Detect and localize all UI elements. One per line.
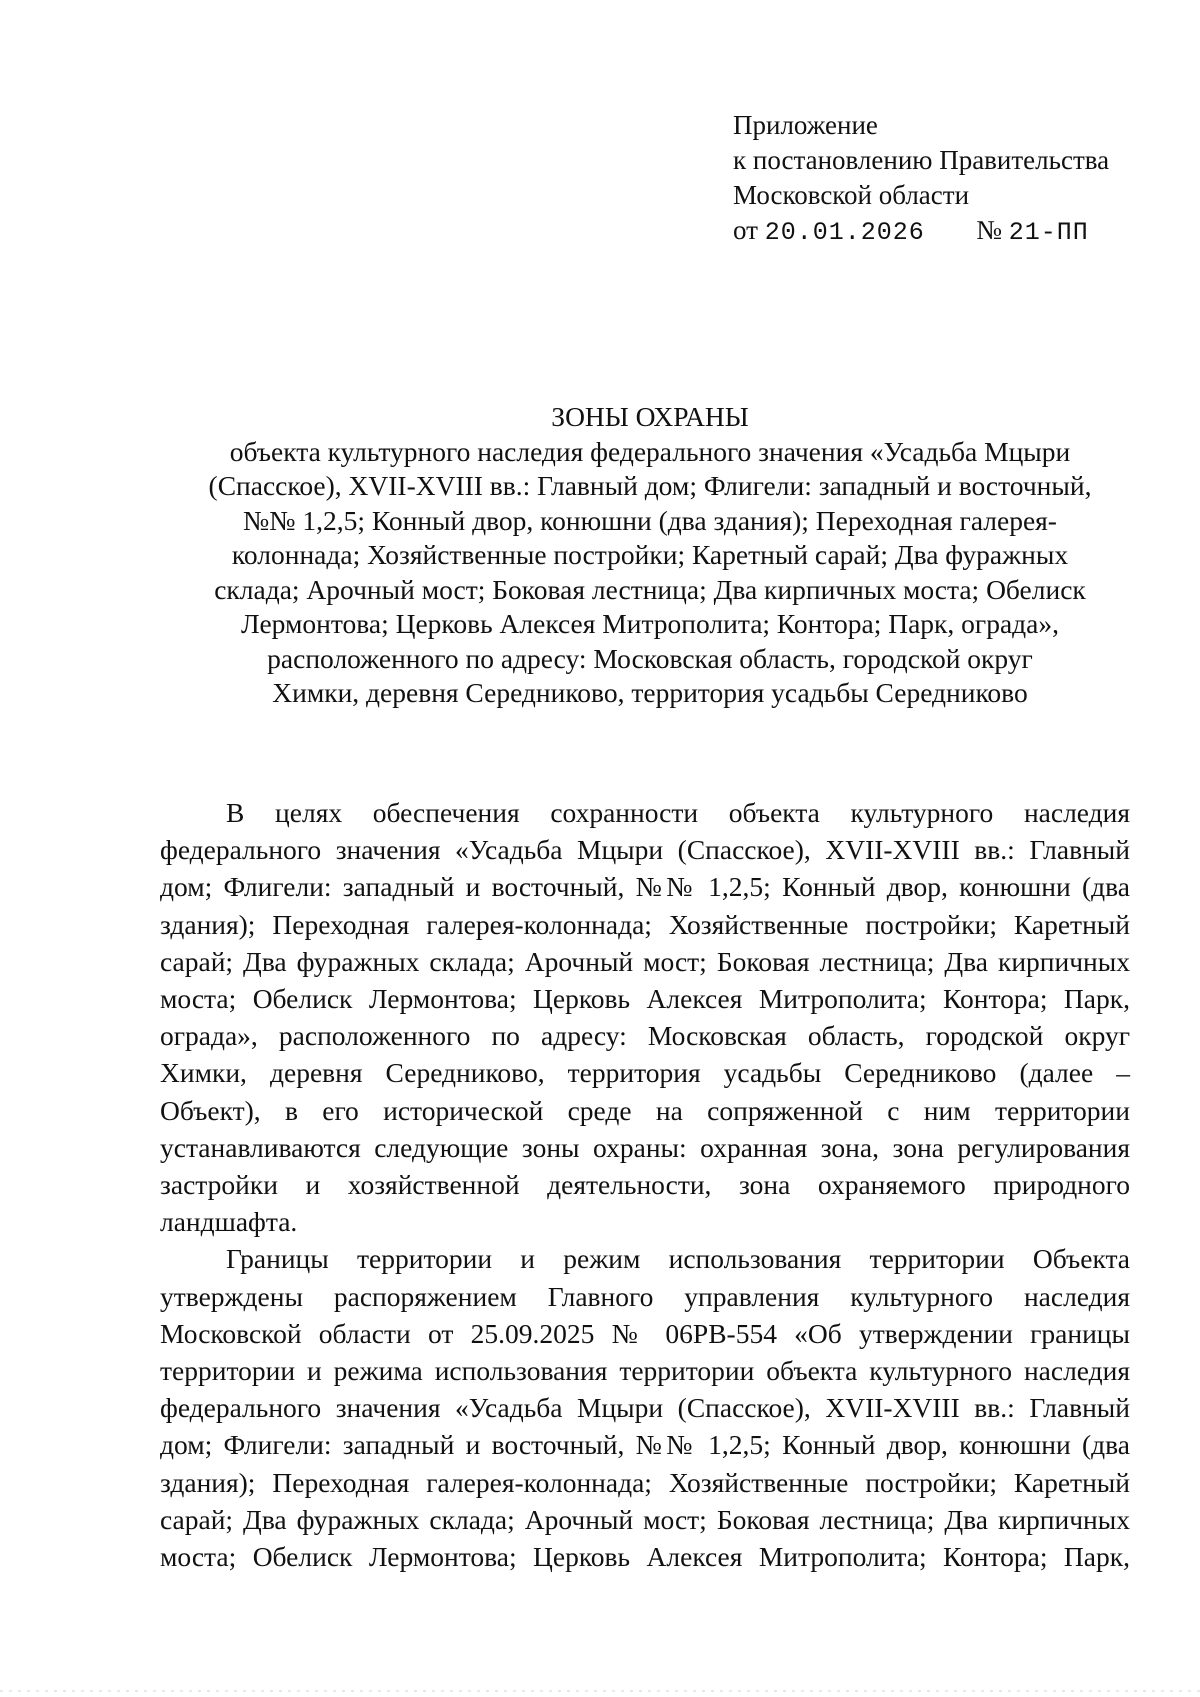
resolution-number: 21-ПП: [1008, 218, 1089, 247]
paragraph-line: ограда», расположенного по адресу: Московская область, городской округ: [160, 1020, 1130, 1052]
paragraph-line: застройки и хозяйственной деятельности, зона охраняемого природного: [160, 1169, 1130, 1201]
paragraph-line: Московской области от 25.09.2025 № 06РВ-554 «Об утверждении границы: [160, 1317, 1130, 1349]
paragraph-purpose: [160, 794, 1130, 1240]
paragraph-line: здания); Переходная галерея-колоннада; Хозяйственные постройки; Каретный: [160, 908, 1130, 940]
appendix-date-line: [733, 213, 1173, 250]
paragraph-line: устанавливаются следующие зоны охраны: охранная зона, зона регулирования: [160, 1131, 1130, 1163]
document-body: [160, 794, 1130, 1575]
paragraph-line: моста; Обелиск Лермонтова; Церковь Алексея Митрополита; Контора; Парк,: [160, 983, 1130, 1015]
paragraph-line: территории и режима использования территории объекта культурного наследия: [160, 1355, 1130, 1387]
appendix-label: Приложение: [733, 110, 878, 140]
paragraph-line: моста; Обелиск Лермонтова; Церковь Алексея Митрополита; Контора; Парк,: [160, 1541, 1130, 1573]
title-line: №№ 1,2,5; Конный двор, конюшни (два здания); Переходная галерея-: [243, 504, 1057, 536]
paragraph-line: дом; Флигели: западный и восточный, №№ 1,2,5; Конный двор, конюшни (два: [160, 871, 1130, 903]
paragraph-line: сарай; Два фуражных склада; Арочный мост; Боковая лестница; Два кирпичных: [160, 1503, 1130, 1535]
date-prefix: от: [733, 215, 758, 245]
number-label: №: [976, 215, 1002, 245]
paragraph-line: здания); Переходная галерея-колоннада; Хозяйственные постройки; Каретный: [160, 1466, 1130, 1498]
resolution-date: 20.01.2026: [764, 218, 925, 247]
scan-edge-artifact: [0, 1690, 1200, 1692]
title-line: (Спасское), XVII-XVIII вв.: Главный дом; Флигели: западный и восточный,: [208, 470, 1092, 501]
paragraph-line: сарай; Два фуражных склада; Арочный мост; Боковая лестница; Два кирпичных: [160, 945, 1130, 977]
title-line: расположенного по адресу: Московская область, городской округ: [267, 642, 1033, 674]
title-line: объекта культурного наследия федерального значения «Усадьба Мцыри: [229, 435, 1071, 467]
paragraph-boundaries: [160, 1240, 1130, 1575]
paragraph-line: федерального значения «Усадьба Мцыри (Спасское), XVII-XVIII вв.: Главный: [160, 834, 1130, 866]
paragraph-line: федерального значения «Усадьба Мцыри (Спасское), XVII-XVIII вв.: Главный: [160, 1392, 1130, 1424]
title-line: Лермонтова; Церковь Алексея Митрополита; Контора; Парк, ограда»,: [241, 608, 1059, 639]
document-title-block: [150, 400, 1150, 711]
appendix-region-label: Московской области: [733, 180, 970, 210]
document-title: ЗОНЫ ОХРАНЫ: [551, 401, 749, 432]
paragraph-line: Границы территории и режим использования территории Объекта: [226, 1243, 1130, 1275]
paragraph-line: Объект), в его исторической среде на сопряженной с ним территории: [160, 1094, 1130, 1126]
appendix-header: [733, 108, 1173, 250]
paragraph-line: Химки, деревня Середниково, территория усадьбы Середниково (далее –: [160, 1057, 1130, 1089]
paragraph-line: утверждены распоряжением Главного управления культурного наследия: [160, 1280, 1130, 1312]
appendix-resolution-label: к постановлению Правительства: [733, 145, 1110, 175]
title-line: склада; Арочный мост; Боковая лестница; Два кирпичных моста; Обелиск: [214, 573, 1086, 605]
title-line: колоннада; Хозяйственные постройки; Каретный сарай; Два фуражных: [231, 539, 1069, 570]
paragraph-line: дом; Флигели: западный и восточный, №№ 1,2,5; Конный двор, конюшни (два: [160, 1429, 1130, 1461]
paragraph-line: В целях обеспечения сохранности объекта культурного наследия: [226, 797, 1130, 828]
paragraph-line: ландшафта.: [160, 1206, 298, 1238]
title-line: Химки, деревня Середниково, территория усадьбы Середниково: [272, 677, 1028, 708]
